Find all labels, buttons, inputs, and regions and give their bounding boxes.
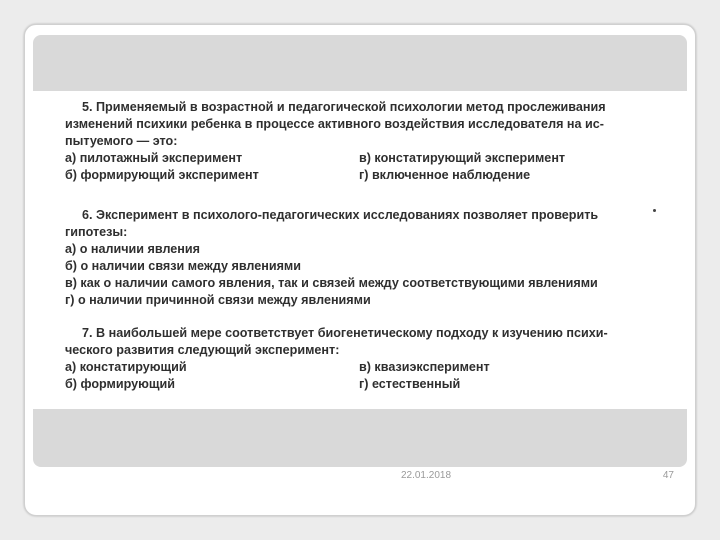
stem-line: 6. Эксперимент в психолого-педагогических исследованиях позволяет проверить: [82, 208, 599, 222]
question-7: [65, 325, 675, 393]
question-6-stem: [65, 207, 675, 241]
option-b: б) формирующий эксперимент: [65, 168, 259, 182]
stem-line: гипотезы:: [65, 225, 128, 239]
question-5-stem: [65, 99, 675, 150]
stem-line: изменений психики ребенка в процессе активного воздействия исследователя на ис-: [65, 117, 604, 131]
slide: [24, 24, 696, 516]
option-b: б) формирующий: [65, 377, 175, 391]
option-a: а) пилотажный эксперимент: [65, 151, 243, 165]
option-g: г) включенное наблюдение: [359, 168, 531, 182]
option-g: г) о наличии причинной связи между явлениями: [65, 293, 371, 307]
question-5: [65, 99, 675, 184]
stray-dot: [653, 209, 656, 212]
option-v: в) констатирующий эксперимент: [359, 151, 566, 165]
stem-line: пытуемого — это:: [65, 134, 178, 148]
option-v: в) как о наличии самого явления, так и связей между соответствующими явлениями: [65, 276, 598, 290]
option-a: а) констатирующий: [65, 360, 187, 374]
option-a: а) о наличии явления: [65, 242, 200, 256]
question-7-stem: [65, 325, 675, 359]
slide-date: 22.01.2018: [400, 470, 452, 481]
option-g: г) естественный: [359, 377, 461, 391]
footer-band: [33, 409, 687, 467]
stem-line: ческого развития следующий эксперимент:: [65, 343, 340, 357]
option-b: б) о наличии связи между явлениями: [65, 259, 301, 273]
stem-line: 5. Применяемый в возрастной и педагогической психологии метод прослеживания: [82, 100, 606, 114]
option-v: в) квазиэксперимент: [359, 360, 490, 374]
stem-line: 7. В наибольшей мере соответствует биогенетическому подходу к изучению психи-: [82, 326, 608, 340]
slide-number: 47: [662, 470, 674, 481]
slide-content: [33, 91, 687, 409]
question-6: [65, 207, 675, 309]
